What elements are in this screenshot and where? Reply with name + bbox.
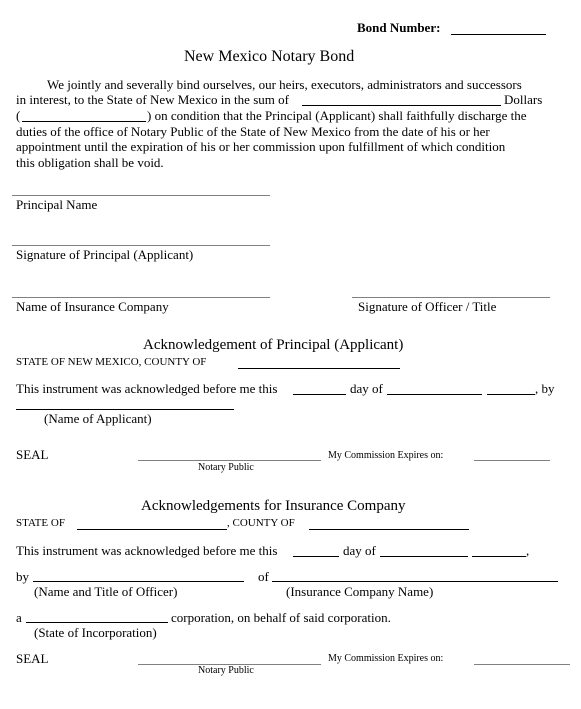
ack-principal-instrument: This instrument was acknowledged before me this (16, 381, 278, 396)
ack-principal-county-label: STATE OF NEW MEXICO, COUNTY OF (16, 356, 207, 368)
sum-digits-line[interactable] (22, 121, 146, 122)
ack-insurance-incorporation-label: (State of Incorporation) (34, 625, 157, 640)
officer-signature-label: Signature of Officer / Title (358, 299, 497, 314)
ack-insurance-company-line[interactable] (272, 581, 558, 582)
ack-principal-county-line[interactable] (238, 368, 400, 369)
ack-principal-applicant-line[interactable] (16, 409, 234, 410)
ack-insurance-officer-label: (Name and Title of Officer) (34, 584, 178, 599)
ack-principal-year-line[interactable] (487, 394, 535, 395)
ack-insurance-company-label: (Insurance Company Name) (286, 584, 434, 599)
ack-insurance-of: of (258, 569, 269, 584)
ack-insurance-commission-line[interactable] (474, 664, 570, 665)
document-title: New Mexico Notary Bond (184, 48, 355, 65)
ack-insurance-heading: Acknowledgements for Insurance Company (141, 498, 406, 514)
ack-insurance-month-line[interactable] (380, 556, 468, 557)
bond-number-label: Bond Number: (357, 20, 441, 35)
ack-insurance-county-label: , COUNTY OF (227, 517, 295, 529)
ack-insurance-incorporation-line[interactable] (26, 622, 168, 623)
ack-insurance-state-label: STATE OF (16, 517, 65, 529)
sum-words-line[interactable] (302, 105, 501, 106)
ack-principal-applicant-label: (Name of Applicant) (44, 411, 152, 426)
ack-principal-commission-line[interactable] (474, 460, 550, 461)
ack-principal-seal: SEAL (16, 447, 49, 462)
ack-insurance-seal: SEAL (16, 651, 49, 666)
paren-open: ( (16, 108, 21, 123)
ack-insurance-commission-label: My Commission Expires on: (328, 653, 444, 664)
bond-number-line[interactable] (451, 34, 546, 35)
intro-line-1: We jointly and severally bind ourselves, our heirs, executors, administrators and successors (47, 77, 522, 92)
ack-insurance-county-line[interactable] (309, 529, 469, 530)
ack-insurance-state-line[interactable] (77, 529, 227, 530)
ack-insurance-by: by (16, 569, 29, 584)
intro-line-4: duties of the office of Notary Public of the State of New Mexico from the date of his or her (16, 124, 490, 139)
ack-insurance-comma: , (526, 543, 530, 558)
principal-name-label: Principal Name (16, 197, 98, 212)
ack-principal-commission-label: My Commission Expires on: (328, 450, 444, 461)
principal-signature-line[interactable] (12, 245, 270, 246)
principal-signature-label: Signature of Principal (Applicant) (16, 247, 194, 262)
ack-principal-month-line[interactable] (387, 394, 482, 395)
intro-line-2: in interest, to the State of New Mexico in the sum of (16, 92, 289, 107)
ack-principal-day-line[interactable] (293, 394, 346, 395)
insurance-company-line[interactable] (12, 297, 270, 298)
intro-line-3: ) on condition that the Principal (Applicant) shall faithfully discharge the (147, 108, 527, 123)
ack-principal-day-of: day of (350, 381, 383, 396)
ack-insurance-notary-label: Notary Public (198, 665, 254, 676)
ack-insurance-year-line[interactable] (472, 556, 526, 557)
ack-principal-notary-label: Notary Public (198, 462, 254, 473)
ack-insurance-day-line[interactable] (293, 556, 339, 557)
intro-line-6: this obligation shall be void. (16, 155, 164, 170)
ack-insurance-instrument: This instrument was acknowledged before me this (16, 543, 278, 558)
ack-principal-by: , by (535, 381, 555, 396)
principal-name-line[interactable] (12, 195, 270, 196)
ack-principal-heading: Acknowledgement of Principal (Applicant) (143, 337, 404, 353)
ack-principal-notary-line[interactable] (138, 460, 321, 461)
ack-insurance-a: a (16, 610, 22, 625)
ack-insurance-corporation-text: corporation, on behalf of said corporation. (171, 610, 391, 625)
intro-dollars: Dollars (504, 92, 543, 107)
officer-signature-line[interactable] (352, 297, 550, 298)
intro-line-5: appointment until the expiration of his or her commission upon fulfillment of which condition (16, 139, 506, 154)
ack-insurance-day-of: day of (343, 543, 376, 558)
insurance-company-label: Name of Insurance Company (16, 299, 169, 314)
ack-insurance-officer-line[interactable] (33, 581, 244, 582)
